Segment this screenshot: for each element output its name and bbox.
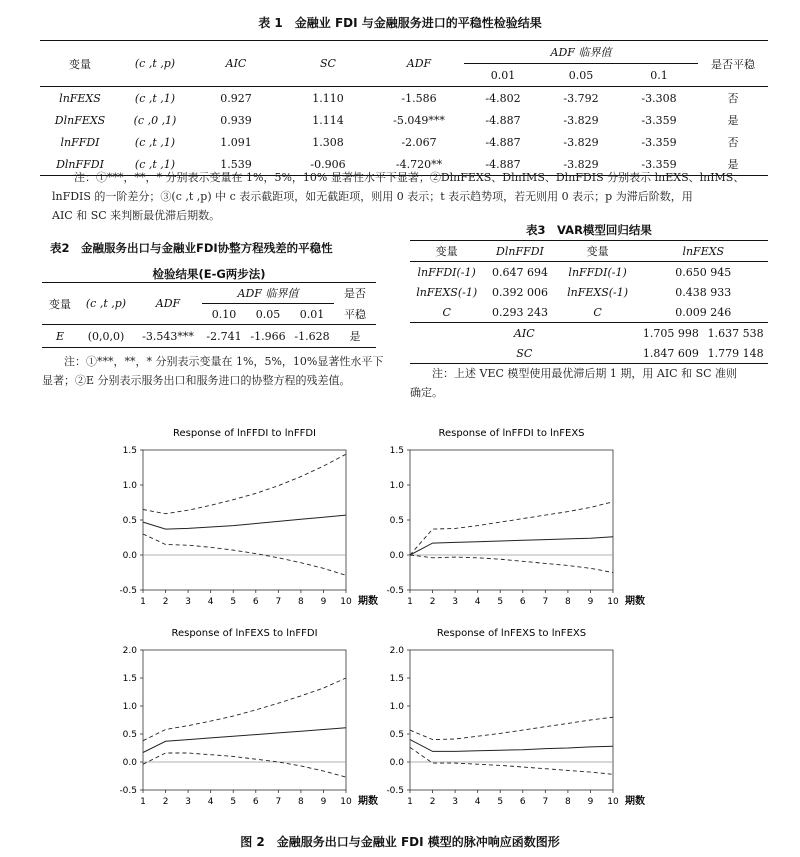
- x-tick-label: 5: [497, 597, 504, 607]
- t1-cell: -4.887: [485, 157, 521, 171]
- t2-h-level-2: 0.05: [246, 304, 290, 325]
- t3-cell: C: [442, 305, 451, 319]
- x-tick-label: 2: [429, 597, 436, 607]
- response-line: [143, 515, 346, 529]
- confidence-band-line: [143, 454, 346, 514]
- x-axis-label: 期数: [358, 796, 378, 807]
- x-tick-label: 9: [320, 597, 327, 607]
- x-tick-label: 8: [298, 597, 304, 607]
- x-tick-label: 1: [407, 597, 413, 607]
- t3-cell: 1.705 998: [642, 326, 699, 340]
- note-line: 确定。: [410, 386, 443, 399]
- confidence-band-line: [143, 753, 346, 777]
- t1-cell: (c ,t ,1): [134, 91, 176, 105]
- t2-h-level-3: 0.01: [290, 304, 334, 325]
- t1-cell: -3.829: [563, 135, 599, 149]
- t1-cell: lnFFDI: [60, 135, 100, 149]
- t3-cell: 0.647 694: [491, 265, 548, 279]
- t1-cell: -3.792: [563, 91, 599, 105]
- x-tick-label: 3: [185, 797, 191, 807]
- x-tick-label: 7: [542, 597, 549, 607]
- y-tick-label: 1.5: [122, 446, 137, 456]
- table3-caption: 表3 VAR模型回归结果: [526, 223, 652, 237]
- x-tick-label: 4: [474, 797, 481, 807]
- table1-caption: 表 1 金融业 FDI 与金融服务进口的平稳性检验结果: [258, 16, 542, 30]
- t2-cell: -1.628: [294, 329, 330, 343]
- t2-h-crit: [202, 283, 334, 304]
- t1-h-level-3: 0.1: [620, 64, 698, 87]
- y-tick-label: 1.0: [122, 702, 137, 712]
- table-row: [42, 325, 376, 348]
- note-line: AIC 和 SC 来判断最优滞后期数。: [52, 209, 221, 222]
- plot-frame: [143, 450, 346, 590]
- t1-cell: -4.802: [485, 91, 521, 105]
- t3-h-var2: 变量: [557, 241, 639, 262]
- confidence-band-line: [410, 555, 613, 573]
- x-tick-label: 10: [607, 797, 619, 807]
- table-row: [410, 343, 768, 364]
- t3-cell: 0.438 933: [675, 285, 732, 299]
- t2-cell: 是: [349, 330, 361, 343]
- irf-figure: [0, 410, 800, 830]
- t1-cell: 1.539: [220, 157, 252, 171]
- t1-cell: 0.927: [220, 91, 252, 105]
- y-tick-label: -0.5: [386, 586, 404, 596]
- y-tick-label: -0.5: [119, 786, 137, 796]
- x-tick-label: 2: [162, 597, 169, 607]
- response-line: [410, 740, 613, 752]
- t1-cell: 否: [727, 92, 739, 105]
- t3-cell: 1.637 538: [707, 326, 764, 340]
- t1-cell: -3.359: [641, 135, 677, 149]
- x-tick-label: 3: [452, 797, 458, 807]
- t1-cell: -3.829: [563, 157, 599, 171]
- response-line: [143, 728, 346, 753]
- y-tick-label: 1.5: [389, 674, 404, 684]
- t2-h-st2: 平稳: [334, 304, 376, 325]
- plot-frame: [410, 650, 613, 790]
- x-tick-label: 5: [230, 597, 237, 607]
- note-line: 注：①***，**，* 分别表示变量在 1%，5%，10%显著性水平下: [64, 355, 384, 368]
- y-tick-label: 2.0: [389, 646, 404, 656]
- t1-cell: 是: [727, 114, 739, 127]
- x-tick-label: 9: [587, 797, 594, 807]
- t3-cell: 1.847 609: [642, 346, 699, 360]
- t3-sc-label: SC: [516, 346, 533, 360]
- note-line: 注：上述 VEC 模型使用最优滞后期 1 期，用 AIC 和 SC 准则: [432, 367, 738, 380]
- table2: [42, 282, 376, 348]
- confidence-band-line: [143, 678, 346, 741]
- panel-title: Response of lnFEXS to lnFFDI: [171, 628, 318, 639]
- table2-note: [42, 352, 386, 390]
- y-tick-label: 0.0: [389, 758, 404, 768]
- y-tick-label: 0.5: [389, 730, 404, 740]
- t1-h-aic: AIC: [190, 41, 282, 87]
- t3-h-var: 变量: [410, 241, 483, 262]
- x-tick-label: 5: [230, 797, 237, 807]
- t2-h-st1: 是否: [344, 287, 366, 301]
- t1-cell: DlnFEXS: [54, 113, 106, 127]
- t2-cell: (0,0,0): [87, 329, 125, 343]
- t2-cell: E: [55, 329, 65, 343]
- t3-cell: 0.392 006: [491, 285, 548, 299]
- irf-panel-4: [386, 628, 645, 807]
- t1-h-crit: [464, 41, 698, 64]
- note-line: 注：①***，**，* 分别表示变量在 1%，5%，10% 显著性水平下显著；②DlnFEXS、DlnIMS、DlnFDIS 分别表示 lnEXS、lnIMS、: [74, 171, 745, 184]
- table-row: [40, 131, 768, 153]
- x-tick-label: 1: [140, 797, 146, 807]
- y-tick-label: -0.5: [119, 586, 137, 596]
- t1-cell: -4.887: [485, 113, 521, 127]
- table3: [410, 240, 768, 364]
- y-tick-label: 1.0: [389, 702, 404, 712]
- x-tick-label: 8: [298, 797, 304, 807]
- response-line: [410, 537, 613, 555]
- x-tick-label: 9: [320, 797, 327, 807]
- x-tick-label: 6: [252, 597, 259, 607]
- y-tick-label: 0.0: [122, 758, 137, 768]
- t3-cell: C: [593, 305, 602, 319]
- t1-cell: -3.308: [641, 91, 677, 105]
- table2-caption: 表2 金融服务出口与金融业FDI协整方程残差的平稳性: [50, 241, 333, 255]
- x-tick-label: 7: [275, 597, 282, 607]
- y-tick-label: 0.0: [389, 551, 404, 561]
- t1-cell: -3.829: [563, 113, 599, 127]
- irf-panel-2: [386, 428, 645, 607]
- table-row: [410, 302, 768, 323]
- x-tick-label: 3: [185, 597, 191, 607]
- y-tick-label: 0.5: [122, 730, 137, 740]
- t1-cell: -4.887: [485, 135, 521, 149]
- t1-h-level-2: 0.05: [542, 64, 620, 87]
- x-tick-label: 10: [340, 797, 352, 807]
- t1-cell: 否: [727, 136, 739, 149]
- t1-cell: -4.720**: [395, 157, 443, 171]
- t1-cell: 是: [727, 158, 739, 171]
- t3-cell: 0.009 246: [675, 305, 732, 319]
- t2-h-crit-label: ADF 临界值: [237, 287, 299, 300]
- t1-cell: 1.308: [312, 135, 344, 149]
- t1-h-adf: ADF: [374, 41, 464, 87]
- figure-caption: 图 2 金融服务出口与金融业 FDI 模型的脉冲响应函数图形: [240, 835, 560, 849]
- x-tick-label: 9: [587, 597, 594, 607]
- t1-cell: 1.091: [220, 135, 252, 149]
- note-line: 显著；②E 分别表示服务出口和服务进口的协整方程的残差值。: [42, 374, 351, 387]
- t3-cell: lnFEXS(-1): [567, 285, 629, 299]
- t1-h-level-1: 0.01: [464, 64, 542, 87]
- y-tick-label: 0.5: [389, 516, 404, 526]
- x-tick-label: 4: [474, 597, 481, 607]
- x-tick-label: 8: [565, 597, 571, 607]
- table-row: [40, 109, 768, 131]
- confidence-band-line: [410, 502, 613, 555]
- y-tick-label: 1.0: [122, 481, 137, 491]
- x-tick-label: 4: [207, 597, 214, 607]
- x-tick-label: 2: [162, 797, 169, 807]
- t2-cell: -1.966: [250, 329, 286, 343]
- t3-cell: lnFFDI(-1): [417, 265, 476, 279]
- x-tick-label: 1: [140, 597, 146, 607]
- t2-h-level-1: 0.10: [202, 304, 246, 325]
- panel-title: Response of lnFFDI to lnFFDI: [173, 428, 316, 439]
- t1-cell: (c ,0 ,1): [133, 113, 177, 127]
- x-axis-label: 期数: [625, 796, 645, 807]
- y-tick-label: 2.0: [122, 646, 137, 656]
- y-tick-label: 1.5: [122, 674, 137, 684]
- x-tick-label: 10: [607, 597, 619, 607]
- x-tick-label: 6: [519, 797, 526, 807]
- x-tick-label: 5: [497, 797, 504, 807]
- y-tick-label: 1.5: [389, 446, 404, 456]
- t2-h-var: 变量: [42, 283, 78, 325]
- t1-cell: DlnFFDI: [56, 157, 104, 171]
- y-tick-label: -0.5: [386, 786, 404, 796]
- y-tick-label: 0.0: [122, 551, 137, 561]
- table-row: [410, 323, 768, 344]
- note-line: lnFDIS 的一阶差分；③(c ,t ,p) 中 c 表示截距项，如无截距项，则用 0 表示；t 表示趋势项，若无则用 0 表示；p 为滞后阶数，用: [52, 190, 693, 203]
- panel-title: Response of lnFFDI to lnFEXS: [438, 428, 585, 439]
- t1-h-crit-label: ADF 临界值: [550, 46, 612, 59]
- y-tick-label: 1.0: [389, 481, 404, 491]
- table3-note: [410, 364, 770, 402]
- t2-h-adf: ADF: [134, 283, 202, 325]
- irf-panel-3: [119, 628, 378, 807]
- t3-h-lnfexs: lnFEXS: [639, 241, 768, 262]
- t1-cell: -2.067: [401, 135, 437, 149]
- y-tick-label: 0.5: [122, 516, 137, 526]
- t2-h-ctp: (c ,t ,p): [78, 283, 134, 325]
- x-tick-label: 6: [519, 597, 526, 607]
- t1-cell: lnFEXS: [59, 91, 101, 105]
- x-tick-label: 3: [452, 597, 458, 607]
- table-row: [40, 87, 768, 110]
- t1-cell: -1.586: [401, 91, 437, 105]
- x-axis-label: 期数: [358, 596, 378, 607]
- x-tick-label: 4: [207, 797, 214, 807]
- table1: [40, 40, 768, 176]
- t1-cell: -5.049***: [393, 113, 445, 127]
- t3-h-dlnffdi: DlnFFDI: [483, 241, 556, 262]
- panel-title: Response of lnFEXS to lnFEXS: [436, 628, 587, 639]
- t3-cell: lnFFDI(-1): [568, 265, 627, 279]
- irf-panel-1: [119, 428, 378, 607]
- t1-cell: (c ,t ,1): [134, 157, 176, 171]
- x-tick-label: 1: [407, 797, 413, 807]
- table-row: [410, 262, 768, 283]
- t3-cell: 0.293 243: [491, 305, 548, 319]
- x-tick-label: 6: [252, 797, 259, 807]
- x-tick-label: 2: [429, 797, 436, 807]
- t3-cell: 0.650 945: [675, 265, 732, 279]
- t1-h-stationary: 是否平稳: [698, 41, 768, 87]
- table2-caption-2: 检验结果(E-G两步法): [152, 267, 266, 281]
- t1-cell: (c ,t ,1): [134, 135, 176, 149]
- t1-cell: -3.359: [641, 113, 677, 127]
- table-row: [410, 282, 768, 302]
- x-tick-label: 8: [565, 797, 571, 807]
- t1-h-sc: SC: [282, 41, 374, 87]
- t1-cell: 1.114: [312, 113, 344, 127]
- t3-cell: 1.779 148: [707, 346, 764, 360]
- t1-cell: 1.110: [312, 91, 344, 105]
- x-tick-label: 7: [542, 797, 549, 807]
- t2-cell: -2.741: [206, 329, 242, 343]
- x-tick-label: 7: [275, 797, 282, 807]
- t3-aic-label: AIC: [513, 326, 535, 340]
- table1-note: [52, 168, 782, 225]
- t1-cell: -0.906: [310, 157, 346, 171]
- t1-h-var: 变量: [40, 41, 120, 87]
- t1-h-ctp: (c ,t ,p): [120, 41, 190, 87]
- x-tick-label: 10: [340, 597, 352, 607]
- confidence-band-line: [410, 717, 613, 739]
- t1-cell: -3.359: [641, 157, 677, 171]
- t3-cell: lnFEXS(-1): [416, 285, 478, 299]
- t2-cell: -3.543***: [142, 329, 194, 343]
- x-axis-label: 期数: [625, 596, 645, 607]
- t1-cell: 0.939: [220, 113, 252, 127]
